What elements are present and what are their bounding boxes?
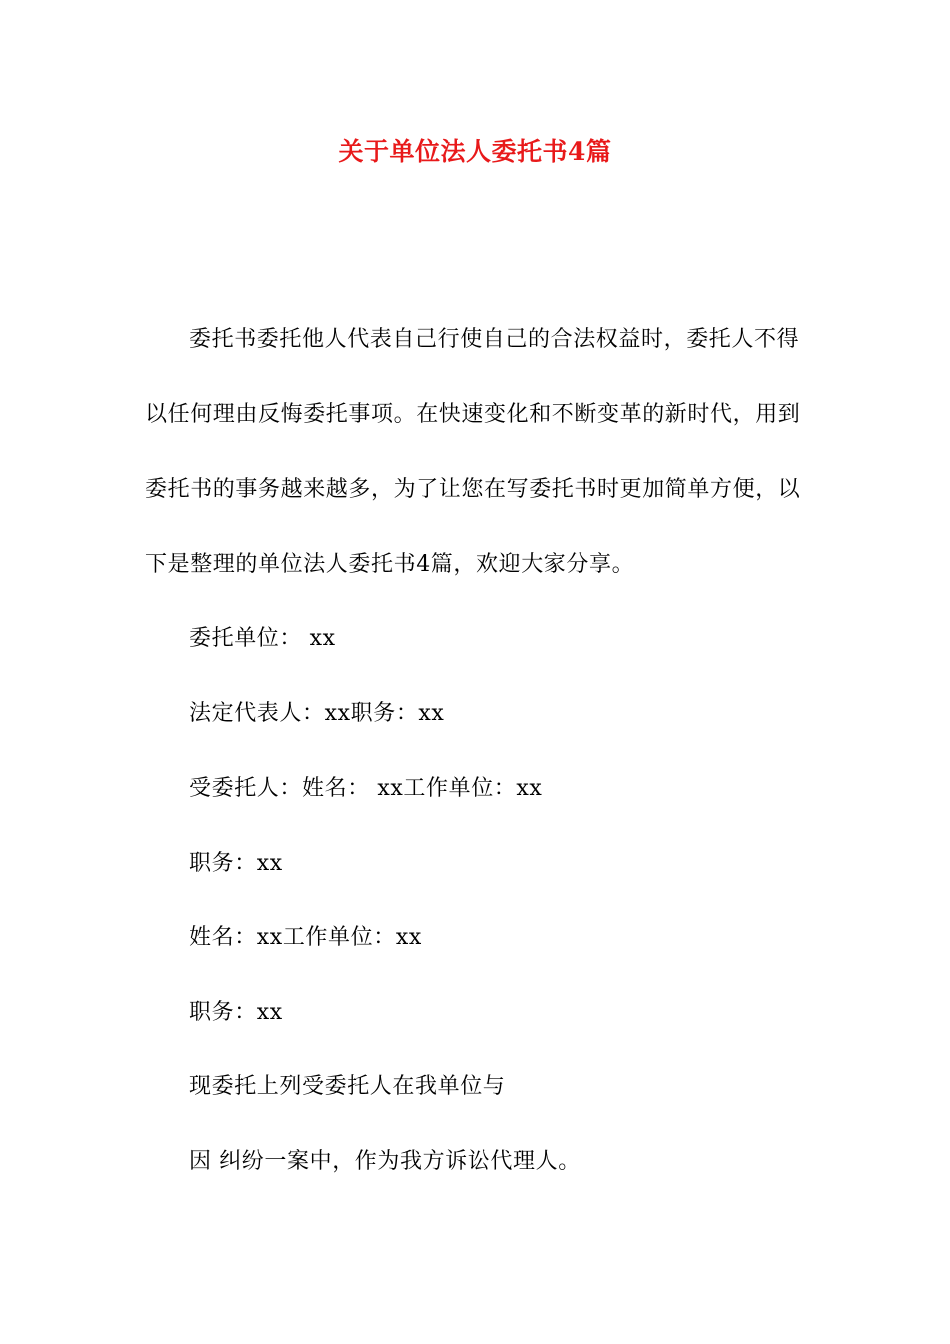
field-trustee-1-position: 职务：xx [189,851,283,876]
field-trustee-2-position: 职务：xx [189,1000,283,1025]
document-title: 关于单位法人委托书4篇 [338,137,612,166]
field-trustee-2: 姓名：xx工作单位：xx [189,925,422,950]
entrustment-statement-line-1: 现委托上列受委托人在我单位与 [189,1074,506,1099]
field-entrusting-unit: 委托单位： xx [189,626,336,651]
entrustment-statement-line-2: 因 纠纷一案中，作为我方诉讼代理人。 [189,1149,581,1174]
intro-line-3: 委托书的事务越来越多，为了让您在写委托书时更加简单方便，以 [145,477,801,502]
intro-line-1: 委托书委托他人代表自己行使自己的合法权益时，委托人不得 [189,327,800,352]
intro-line-4: 下是整理的单位法人委托书4篇，欢迎大家分享。 [145,552,635,577]
intro-line-2: 以任何理由反悔委托事项。在快速变化和不断变革的新时代，用到 [145,402,801,427]
field-legal-representative: 法定代表人：xx职务：xx [189,701,445,726]
field-trustee-1: 受委托人：姓名： xx工作单位：xx [189,776,543,801]
